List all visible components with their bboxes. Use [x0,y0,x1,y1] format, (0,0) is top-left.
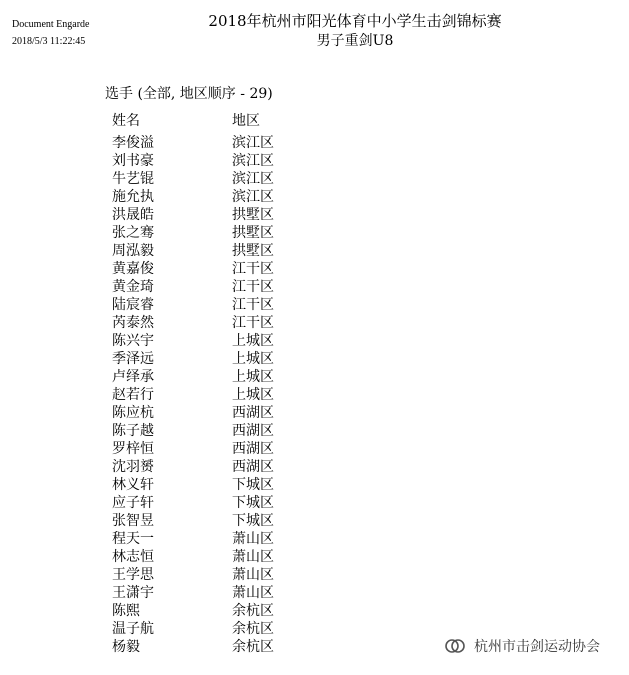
table-header [112,112,322,130]
table-row [112,584,322,602]
table-row [112,602,322,620]
print-timestamp: 2018/5/3 11:22:45 [12,36,86,47]
fencer-region: 上城区 [232,351,274,367]
fencer-name: 王潇宇 [112,585,154,601]
table-row [112,224,322,242]
table-row [112,458,322,476]
fencer-name: 陆宸睿 [112,297,154,313]
fencer-name: 张之骞 [112,225,154,241]
fencer-name: 黄金琦 [112,279,154,295]
fencer-region: 拱墅区 [232,207,274,223]
column-header-region: 地区 [232,113,260,129]
fencer-region: 滨江区 [232,135,274,151]
table-row [112,278,322,296]
fencer-name: 黄嘉俊 [112,261,154,277]
fencer-name: 周泓毅 [112,243,154,259]
fencer-region: 西湖区 [232,405,274,421]
table-row [112,566,322,584]
fencer-region: 上城区 [232,369,274,385]
fencer-region: 下城区 [232,513,274,529]
table-row [112,386,322,404]
table-row [112,188,322,206]
fencer-name: 程天一 [112,531,154,547]
table-row [112,530,322,548]
fencer-name: 张智昱 [112,513,154,529]
fencer-region: 萧山区 [232,531,274,547]
fencer-region: 江干区 [232,315,274,331]
table-row [112,494,322,512]
fencer-region: 下城区 [232,495,274,511]
fencer-name: 洪晟皓 [112,207,154,223]
fencer-region: 余杭区 [232,603,274,619]
document-meta [12,16,89,50]
fencer-region: 西湖区 [232,459,274,475]
table-row [112,314,322,332]
fencer-name: 陈子越 [112,423,154,439]
table-row [112,512,322,530]
table-row [112,170,322,188]
table-row [112,404,322,422]
table-row [112,332,322,350]
watermark [444,636,600,656]
fencer-name: 刘书豪 [112,153,154,169]
table-row [112,152,322,170]
section-title: 选手 (全部, 地区顺序 - 29) [105,86,273,102]
fencer-region: 西湖区 [232,441,274,457]
table-row [112,296,322,314]
fencer-region: 萧山区 [232,567,274,583]
page-title: 2018年杭州市阳光体育中小学生击剑锦标赛 [208,12,502,30]
fencer-region: 滨江区 [232,189,274,205]
watermark-text: 杭州市击剑运动协会 [474,639,600,655]
table-row [112,620,322,638]
fencer-table [112,112,322,656]
fencer-name: 应子轩 [112,495,154,511]
fencer-name: 罗梓恒 [112,441,154,457]
fencer-name: 施允执 [112,189,154,205]
column-header-name: 姓名 [112,113,140,129]
table-row [112,260,322,278]
fencer-name: 温子航 [112,621,154,637]
fencer-region: 拱墅区 [232,243,274,259]
fencer-name: 李俊溢 [112,135,154,151]
table-row [112,476,322,494]
title-block [190,11,520,51]
event-subtitle: 男子重剑U8 [316,33,394,49]
fencer-name: 赵若行 [112,387,154,403]
fencer-name: 季泽远 [112,351,154,367]
table-row [112,548,322,566]
fencer-name: 杨毅 [112,639,140,655]
fencer-name: 王学思 [112,567,154,583]
table-row [112,368,322,386]
fencer-name: 林志恒 [112,549,154,565]
fencer-region: 滨江区 [232,153,274,169]
table-body [112,134,322,656]
fencer-name: 陈熙 [112,603,140,619]
fencer-region: 滨江区 [232,171,274,187]
fencer-name: 芮泰然 [112,315,154,331]
fencer-name: 陈兴宇 [112,333,154,349]
fencer-region: 江干区 [232,279,274,295]
table-row [112,422,322,440]
wechat-official-account-icon [444,637,466,655]
table-row [112,206,322,224]
fencer-region: 余杭区 [232,639,274,655]
fencer-region: 余杭区 [232,621,274,637]
fencer-region: 上城区 [232,333,274,349]
fencer-name: 牛艺锟 [112,171,154,187]
fencer-region: 萧山区 [232,585,274,601]
fencer-region: 上城区 [232,387,274,403]
table-row [112,134,322,152]
fencer-region: 萧山区 [232,549,274,565]
table-row [112,350,322,368]
fencer-region: 拱墅区 [232,225,274,241]
fencer-region: 西湖区 [232,423,274,439]
app-name: Document Engarde [12,19,90,30]
fencer-region: 江干区 [232,261,274,277]
fencer-region: 下城区 [232,477,274,493]
table-row [112,638,322,656]
fencer-name: 林义轩 [112,477,154,493]
fencer-name: 陈应杭 [112,405,154,421]
fencer-region: 江干区 [232,297,274,313]
table-row [112,440,322,458]
fencer-name: 卢绎承 [112,369,154,385]
table-row [112,242,322,260]
fencer-name: 沈羽赟 [112,459,154,475]
